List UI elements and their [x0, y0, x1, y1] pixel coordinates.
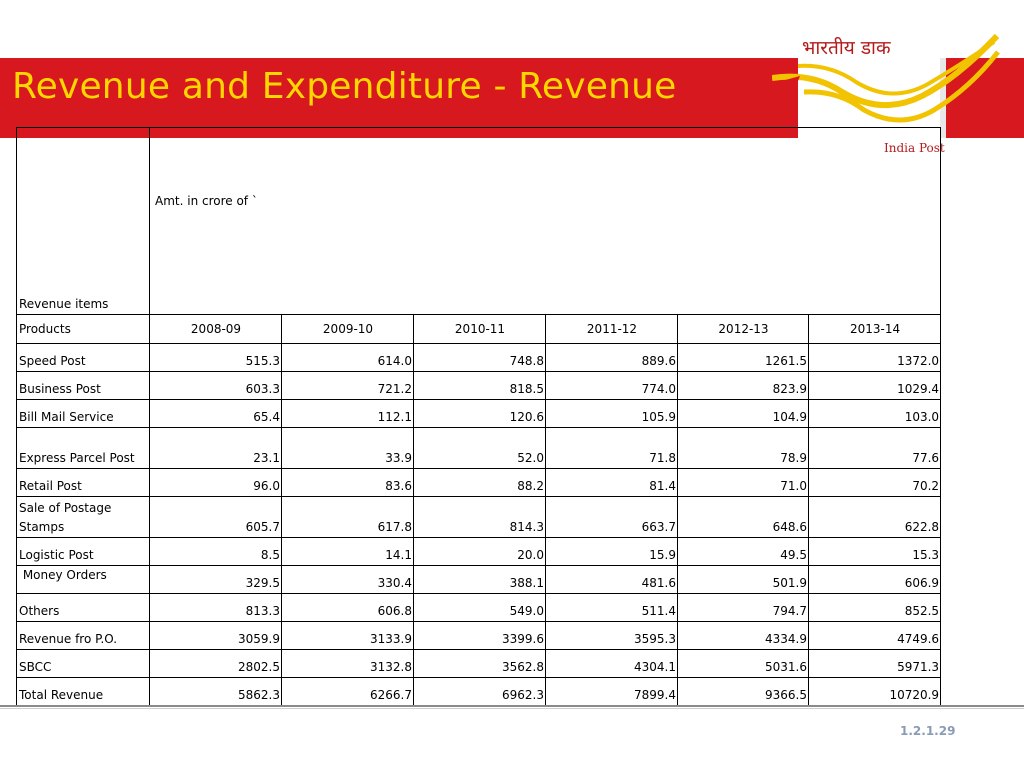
value-cell: 648.6: [678, 497, 809, 538]
value-cell: 120.6: [414, 400, 546, 428]
year-header: 2008-09: [150, 315, 282, 344]
value-cell: 4334.9: [678, 622, 809, 650]
value-cell: 818.5: [414, 372, 546, 400]
value-cell: 103.0: [809, 400, 941, 428]
value-cell: 388.1: [414, 566, 546, 594]
value-cell: 105.9: [546, 400, 678, 428]
footer-rule: [0, 705, 1024, 707]
table-row: [17, 566, 941, 594]
table-row: [17, 678, 941, 706]
year-header: 2010-11: [414, 315, 546, 344]
value-cell: 1372.0: [809, 344, 941, 372]
year-header: 2013-14: [809, 315, 941, 344]
value-cell: 65.4: [150, 400, 282, 428]
value-cell: 814.3: [414, 497, 546, 538]
value-cell: 15.9: [546, 538, 678, 566]
row-label: Revenue fro P.O.: [17, 622, 150, 650]
value-cell: 77.6: [809, 428, 941, 469]
value-cell: 3399.6: [414, 622, 546, 650]
row-label: Business Post: [17, 372, 150, 400]
row-label: Others: [17, 594, 150, 622]
row-label: Sale of Postage Stamps: [17, 497, 150, 538]
slide-number: 1.2.1.29: [900, 724, 956, 738]
row-label: Retail Post: [17, 469, 150, 497]
value-cell: 813.3: [150, 594, 282, 622]
table-row: [17, 469, 941, 497]
value-cell: 3133.9: [282, 622, 414, 650]
value-cell: 5031.6: [678, 650, 809, 678]
value-cell: 10720.9: [809, 678, 941, 706]
row-label: Bill Mail Service: [17, 400, 150, 428]
value-cell: 8.5: [150, 538, 282, 566]
value-cell: 794.7: [678, 594, 809, 622]
value-cell: 603.3: [150, 372, 282, 400]
year-header: 2011-12: [546, 315, 678, 344]
value-cell: 23.1: [150, 428, 282, 469]
value-cell: 3132.8: [282, 650, 414, 678]
value-cell: 774.0: [546, 372, 678, 400]
year-header: 2009-10: [282, 315, 414, 344]
value-cell: 614.0: [282, 344, 414, 372]
value-cell: 3562.8: [414, 650, 546, 678]
value-cell: 330.4: [282, 566, 414, 594]
row-label: Money Orders: [17, 566, 150, 594]
revenue-items-label: Revenue items: [17, 128, 150, 315]
value-cell: 2802.5: [150, 650, 282, 678]
table-row: [17, 622, 941, 650]
year-header-row: [17, 315, 941, 344]
value-cell: 6266.7: [282, 678, 414, 706]
value-cell: 71.0: [678, 469, 809, 497]
value-cell: 1029.4: [809, 372, 941, 400]
value-cell: 606.9: [809, 566, 941, 594]
row-label: Total Revenue: [17, 678, 150, 706]
logo-english-text: India Post: [884, 141, 945, 155]
row-label: SBCC: [17, 650, 150, 678]
value-cell: 15.3: [809, 538, 941, 566]
value-cell: 852.5: [809, 594, 941, 622]
value-cell: 81.4: [546, 469, 678, 497]
value-cell: 112.1: [282, 400, 414, 428]
value-cell: 511.4: [546, 594, 678, 622]
value-cell: 3595.3: [546, 622, 678, 650]
row-label: Express Parcel Post: [17, 428, 150, 469]
value-cell: 14.1: [282, 538, 414, 566]
value-cell: 83.6: [282, 469, 414, 497]
value-cell: 52.0: [414, 428, 546, 469]
unit-note: Amt. in crore of `: [150, 128, 941, 315]
value-cell: 6962.3: [414, 678, 546, 706]
value-cell: 70.2: [809, 469, 941, 497]
table-row: [17, 372, 941, 400]
value-cell: 4749.6: [809, 622, 941, 650]
value-cell: 104.9: [678, 400, 809, 428]
value-cell: 20.0: [414, 538, 546, 566]
value-cell: 71.8: [546, 428, 678, 469]
year-header: 2012-13: [678, 315, 809, 344]
value-cell: 1261.5: [678, 344, 809, 372]
value-cell: 49.5: [678, 538, 809, 566]
revenue-table: [16, 127, 941, 706]
value-cell: 663.7: [546, 497, 678, 538]
value-cell: 7899.4: [546, 678, 678, 706]
slide-title: Revenue and Expenditure - Revenue: [12, 66, 677, 107]
table-row: [17, 428, 941, 469]
value-cell: 9366.5: [678, 678, 809, 706]
value-cell: 4304.1: [546, 650, 678, 678]
table-row: [17, 538, 941, 566]
table-row: [17, 650, 941, 678]
value-cell: 481.6: [546, 566, 678, 594]
value-cell: 5971.3: [809, 650, 941, 678]
products-label: Products: [17, 315, 150, 344]
table-header-row: [17, 128, 941, 315]
table-row: [17, 400, 941, 428]
value-cell: 748.8: [414, 344, 546, 372]
row-label: Logistic Post: [17, 538, 150, 566]
table-row: [17, 344, 941, 372]
value-cell: 721.2: [282, 372, 414, 400]
value-cell: 606.8: [282, 594, 414, 622]
value-cell: 329.5: [150, 566, 282, 594]
value-cell: 889.6: [546, 344, 678, 372]
row-label: Speed Post: [17, 344, 150, 372]
value-cell: 5862.3: [150, 678, 282, 706]
footer-rule-light: [0, 708, 1024, 709]
value-cell: 515.3: [150, 344, 282, 372]
value-cell: 88.2: [414, 469, 546, 497]
value-cell: 3059.9: [150, 622, 282, 650]
value-cell: 823.9: [678, 372, 809, 400]
table-row: [17, 497, 941, 538]
value-cell: 78.9: [678, 428, 809, 469]
table-row: [17, 594, 941, 622]
value-cell: 33.9: [282, 428, 414, 469]
value-cell: 96.0: [150, 469, 282, 497]
value-cell: 622.8: [809, 497, 941, 538]
logo-hindi-text: भारतीय डाक: [802, 37, 891, 59]
value-cell: 549.0: [414, 594, 546, 622]
value-cell: 501.9: [678, 566, 809, 594]
value-cell: 617.8: [282, 497, 414, 538]
value-cell: 605.7: [150, 497, 282, 538]
